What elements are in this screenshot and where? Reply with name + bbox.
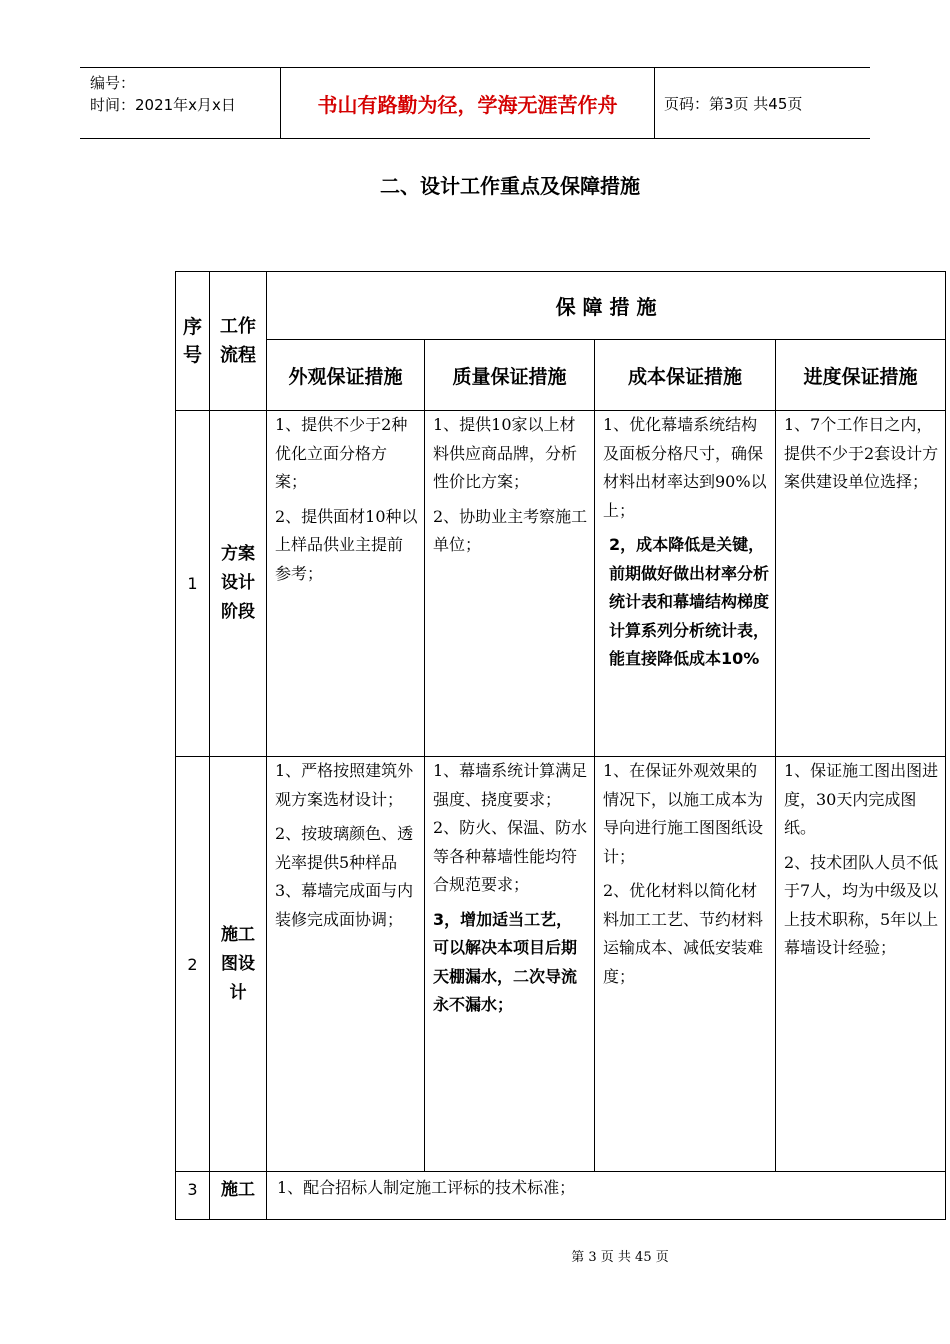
table-subheader-row	[176, 340, 946, 411]
header-divider	[654, 68, 655, 138]
row-stage: 施工图设计	[210, 757, 267, 1172]
cell-appearance: 1、严格按照建筑外观方案选材设计； 2、按玻璃颜色、透光率提供5种样品 3、幕墙完成面与内装修完成面协调；	[267, 757, 425, 1172]
header-group: 保 障 措 施	[267, 272, 946, 340]
row-stage: 施工	[210, 1172, 267, 1220]
header-page-info: 页码：第3页 共45页	[664, 94, 803, 113]
table-header-row	[176, 272, 946, 340]
table-row	[176, 1172, 946, 1220]
row-seq: 2	[176, 757, 210, 1172]
section-title: 二、设计工作重点及保障措施	[380, 174, 640, 198]
table-row	[176, 411, 946, 757]
page-header	[80, 67, 870, 139]
header-schedule: 进度保证措施	[776, 340, 946, 411]
quality-highlight: 3，增加适当工艺，可以解决本项目后期天棚漏水，二次导流永不漏水；	[433, 909, 578, 1014]
cell-quality: 1、幕墙系统计算满足强度、挠度要求； 2、防火、保温、防水等各种幕墙性能均符合规范要求； 3，增加适当工艺，可以解决本项目后期天棚漏水，二次导流永不漏水；	[425, 757, 595, 1172]
header-quality: 质量保证措施	[425, 340, 595, 411]
cell-appearance: 1、提供不少于2种优化立面分格方案； 2、提供面材10种以上样品供业主提前参考；	[267, 411, 425, 757]
cell-quality: 1、提供10家以上材料供应商品牌，分析性价比方案； 2、协助业主考察施工单位；	[425, 411, 595, 757]
cell-cost: 1、在保证外观效果的情况下，以施工成本为导向进行施工图图纸设计； 2、优化材料以简化材料加工工艺、节约材料运输成本、减低安装难度；	[595, 757, 776, 1172]
cell-content: 1、配合招标人制定施工评标的技术标准；	[267, 1172, 946, 1220]
header-cost: 成本保证措施	[595, 340, 776, 411]
header-motto: 书山有路勤为径，学海无涯苦作舟	[317, 92, 618, 117]
doc-number-label: 编号：	[90, 74, 136, 92]
header-meta	[90, 72, 236, 116]
header-seq: 序号	[176, 272, 210, 411]
row-seq: 1	[176, 411, 210, 757]
cell-schedule: 1、保证施工图出图进度，30天内完成图纸。 2、技术团队人员不低于7人，均为中级及以上技术职称，5年以上幕墙设计经验；	[776, 757, 946, 1172]
page-footer: 第 3 页 共 45 页	[571, 1250, 669, 1265]
header-flow: 工作流程	[210, 272, 267, 411]
measures-table	[175, 271, 946, 1220]
cost-highlight: 2，成本降低是关键，前期做好做出材率分析统计表和幕墙结构梯度计算系列分析统计表，能直接降低成本10%	[609, 535, 770, 668]
table-row	[176, 757, 946, 1172]
cell-schedule: 1、7个工作日之内，提供不少于2套设计方案供建设单位选择；	[776, 411, 946, 757]
row-seq: 3	[176, 1172, 210, 1220]
header-appearance: 外观保证措施	[267, 340, 425, 411]
doc-time-label: 时间：2021年x月x日	[90, 96, 236, 114]
cell-cost: 1、优化幕墙系统结构及面板分格尺寸，确保材料出材率达到90%以上； 2，成本降低是关键，前期做好做出材率分析统计表和幕墙结构梯度计算系列分析统计表，能直接降低成本10%	[595, 411, 776, 757]
row-stage: 方案设计阶段	[210, 411, 267, 757]
